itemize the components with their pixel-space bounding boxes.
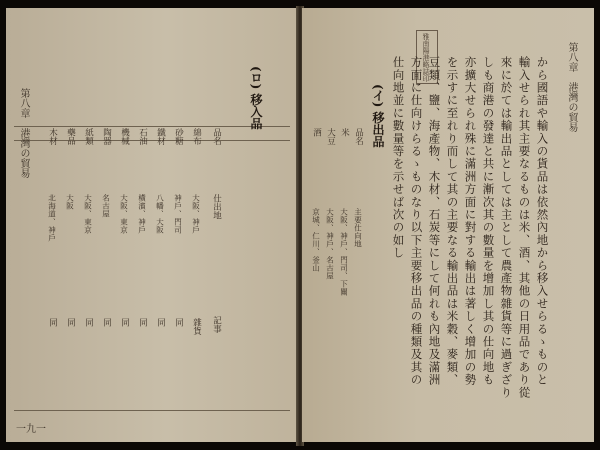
item-origin: 大阪、東京	[83, 194, 93, 234]
item-destination: 大阪、神戶、門司、下關	[339, 208, 349, 296]
item-name: 品名	[353, 128, 364, 145]
right-page	[302, 8, 594, 442]
left-running-header: 第八章 港灣の貿易	[18, 88, 29, 178]
body-line: を示すに至れり而して其の主要なる輸出品は米穀、麥類、	[445, 56, 460, 387]
column-header-note: 記事	[211, 316, 222, 333]
item-origin: 神戶、門司	[173, 194, 183, 234]
item-name: 酒	[311, 128, 322, 137]
body-line: しも商港の發達と共に漸次其の數量を增加し其の仕向地も	[481, 56, 496, 387]
column-header-origin: 仕出地	[211, 194, 222, 220]
item-name: 鐵材	[155, 128, 166, 145]
section-heading-imports: (ロ) 移入品	[249, 66, 263, 130]
item-destination: 大阪、神戶、名古屋	[325, 208, 335, 280]
stamp-text: 雅南陽港略誌印	[422, 33, 430, 82]
item-note: 同	[47, 318, 58, 327]
item-note: 同	[65, 318, 76, 327]
item-note: 同	[83, 318, 94, 327]
item-name: 木材	[47, 128, 58, 145]
body-line: から國語や輸入の貨品は依然內地から移入せらるゝものと	[535, 56, 550, 387]
section-heading-exports: (イ) 移出品	[371, 84, 385, 148]
left-page	[6, 8, 298, 442]
item-note: 同	[119, 318, 130, 327]
item-name: 綿布	[191, 128, 202, 145]
item-name: 藥品	[65, 128, 76, 145]
item-origin: 大阪、東京	[119, 194, 129, 234]
column-header-item: 品名	[211, 128, 222, 145]
item-origin: 大阪、神戶	[191, 194, 201, 234]
item-origin: 橫濱、神戶	[137, 194, 147, 234]
item-destination: 京城、仁川、釜山	[311, 208, 321, 272]
item-name: 機械	[119, 128, 130, 145]
body-line: 豆類、鹽、海產物、木材、石炭等にして何れも內地及滿洲	[427, 56, 442, 387]
body-line: 來に於ては輸出品としては主として農產物雜貨等に過ぎざり	[499, 56, 514, 399]
item-destination: 主要仕向地	[353, 208, 363, 248]
item-name: 紙類	[83, 128, 94, 145]
table-rule-bottom	[14, 410, 290, 411]
item-origin: 八幡、大阪	[155, 194, 165, 234]
page-number: 一九一	[16, 424, 46, 435]
item-name: 大豆	[325, 128, 336, 145]
item-name: 砂糖	[173, 128, 184, 145]
body-line: 仕向地並に數量等を示せば次の如し	[391, 56, 406, 260]
item-note: 同	[137, 318, 148, 327]
item-note: 雜貨	[191, 318, 202, 335]
item-note: 同	[155, 318, 166, 327]
body-line: 方面に仕向けらるゝものなり以下主要移出品の種類及其の	[409, 56, 424, 387]
item-name: 石油	[137, 128, 148, 145]
item-name: 米	[339, 128, 350, 137]
item-note: 同	[173, 318, 184, 327]
item-origin: 大阪	[65, 194, 75, 210]
item-name: 陶器	[101, 128, 112, 145]
body-line: 輸入せられ其主要なるものは米、酒、其他の日用品であり從	[517, 56, 532, 399]
item-origin: 北海道、神戶	[47, 194, 57, 242]
body-line: 亦擴大せられ殊に滿洲方面に對する輸出は著しく增加の勢	[463, 56, 478, 387]
right-running-header: 第八章 港灣の貿易	[566, 42, 577, 132]
item-origin: 名古屋	[101, 194, 111, 218]
item-note: 同	[101, 318, 112, 327]
